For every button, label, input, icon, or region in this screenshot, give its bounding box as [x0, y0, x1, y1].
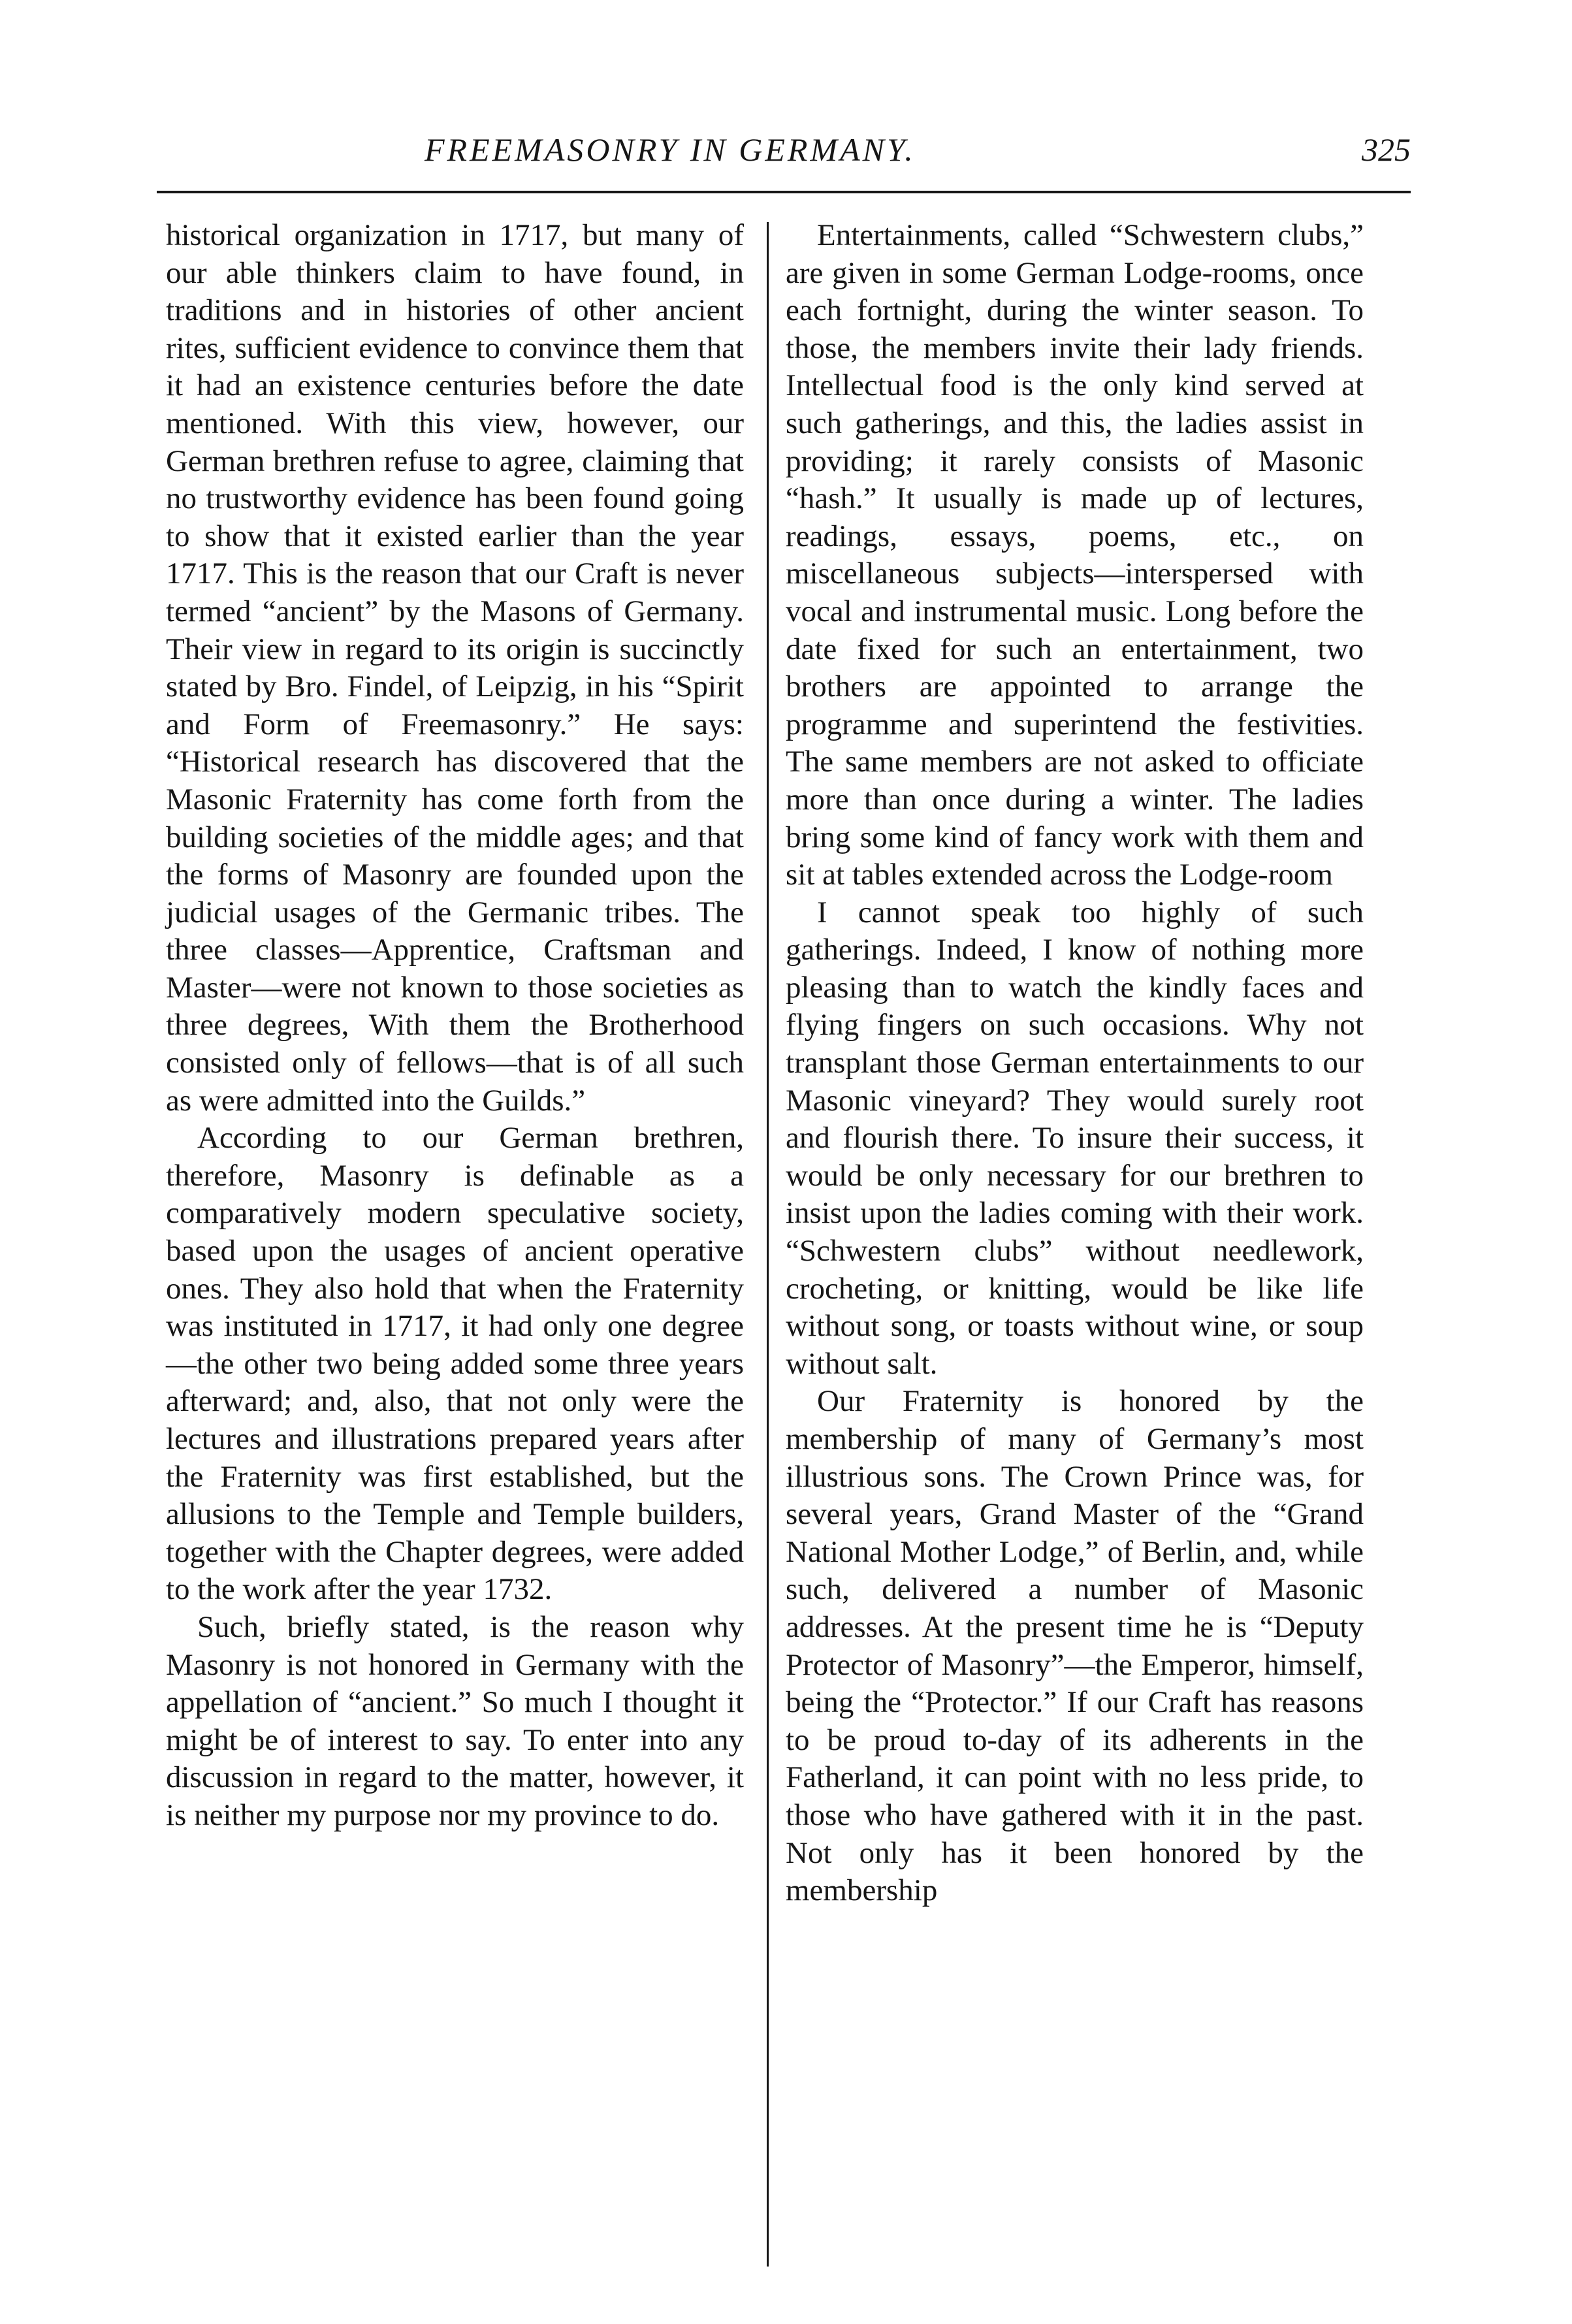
left-column: [166, 217, 744, 1835]
right-paragraph-2: I cannot speak too highly of such gatherings. Indeed, I know of nothing more pleasing than to watch the kindly faces and flying fingers on such occasions. Why not transplant those German entertainments to our Masonic vineyard? They would surely root and flourish there. To insure their success, it would be only necessary for our brethren to insist upon the ladies coming with their work. “Schwestern clubs” without needlework, crocheting, or knitting, would be like life without song, or toasts without wine, or soup without salt.: [786, 895, 1364, 1381]
left-paragraph-1: historical organization in 1717, but many of our able thinkers claim to have found, in traditions and in histories of other ancient rites, sufficient evidence to convince them that it had an existence centuries before the date mentioned. With this view, however, our German brethren refuse to agree, claiming that no trustworthy evidence has been found going to show that it existed earlier than the year 1717. This is the reason that our Craft is never termed “ancient” by the Masons of Germany. Their view in regard to its origin is succinctly stated by Bro. Findel, of Leipzig, in his “Spirit and Form of Freemasonry.” He says: “Historical research has discovered that the Masonic Fraternity has come forth from the building societies of the middle ages; and that the forms of Masonry are founded upon the judicial usages of the Germanic tribes. The three classes—Apprentice, Craftsman and Master—were not known to those societies as three degrees, With them the Brotherhood consisted only of fellows—that is of all such as were admitted into the Guilds.”: [166, 218, 744, 1118]
header-rule: [157, 191, 1411, 193]
right-paragraph-3: Our Fraternity is honored by the membership of many of Germany’s most illustrious sons. The Crown Prince was, for several years, Grand Master of the “Grand National Mother Lodge,” of Berlin, and, while such, delivered a number of Masonic addresses. At the present time he is “Deputy Protector of Masonry”—the Emperor, himself, being the “Protector.” If our Craft has reasons to be proud to-day of its adherents in the Fatherland, it can point with no less pride, to those who have gathered with it in the past. Not only has it been honored by the membership: [786, 1384, 1364, 1908]
running-title: FREEMASONRY IN GERMANY.: [425, 131, 916, 168]
left-paragraph-3: Such, briefly stated, is the reason why Masonry is not honored in Germany with the appellation of “ancient.” So much I thought it might be of interest to say. To enter into any discussion in regard to the matter, however, it is neither my purpose nor my province to do.: [166, 1609, 744, 1832]
running-head: [157, 131, 1411, 183]
page-number: 325: [1362, 131, 1411, 168]
column-divider: [767, 222, 769, 2267]
right-column: [786, 217, 1364, 1910]
left-paragraph-2: According to our German brethren, therefore, Masonry is definable as a comparatively modern speculative society, based upon the usages of ancient operative ones. They also hold that when the Fraternity was instituted in 1717, it had only one degree—the other two being added some three years afterward; and, also, that not only were the lectures and illustrations prepared years after the Fraternity was first established, but the allusions to the Temple and Temple builders, together with the Chapter degrees, were added to the work after the year 1732.: [166, 1121, 744, 1607]
right-paragraph-1: Entertainments, called “Schwestern clubs,” are given in some German Lodge-rooms, once each fortnight, during the winter season. To those, the members invite their lady friends. Intellectual food is the only kind served at such gatherings, and this, the ladies assist in providing; it rarely consists of Masonic “hash.” It usually is made up of lectures, readings, essays, poems, etc., on miscellaneous subjects—interspersed with vocal and instrumental music. Long before the date fixed for such an entertainment, two brothers are appointed to arrange the programme and superintend the festivities. The same members are not asked to officiate more than once during a winter. The ladies bring some kind of fancy work with them and sit at tables extended across the Lodge-room: [786, 218, 1364, 892]
